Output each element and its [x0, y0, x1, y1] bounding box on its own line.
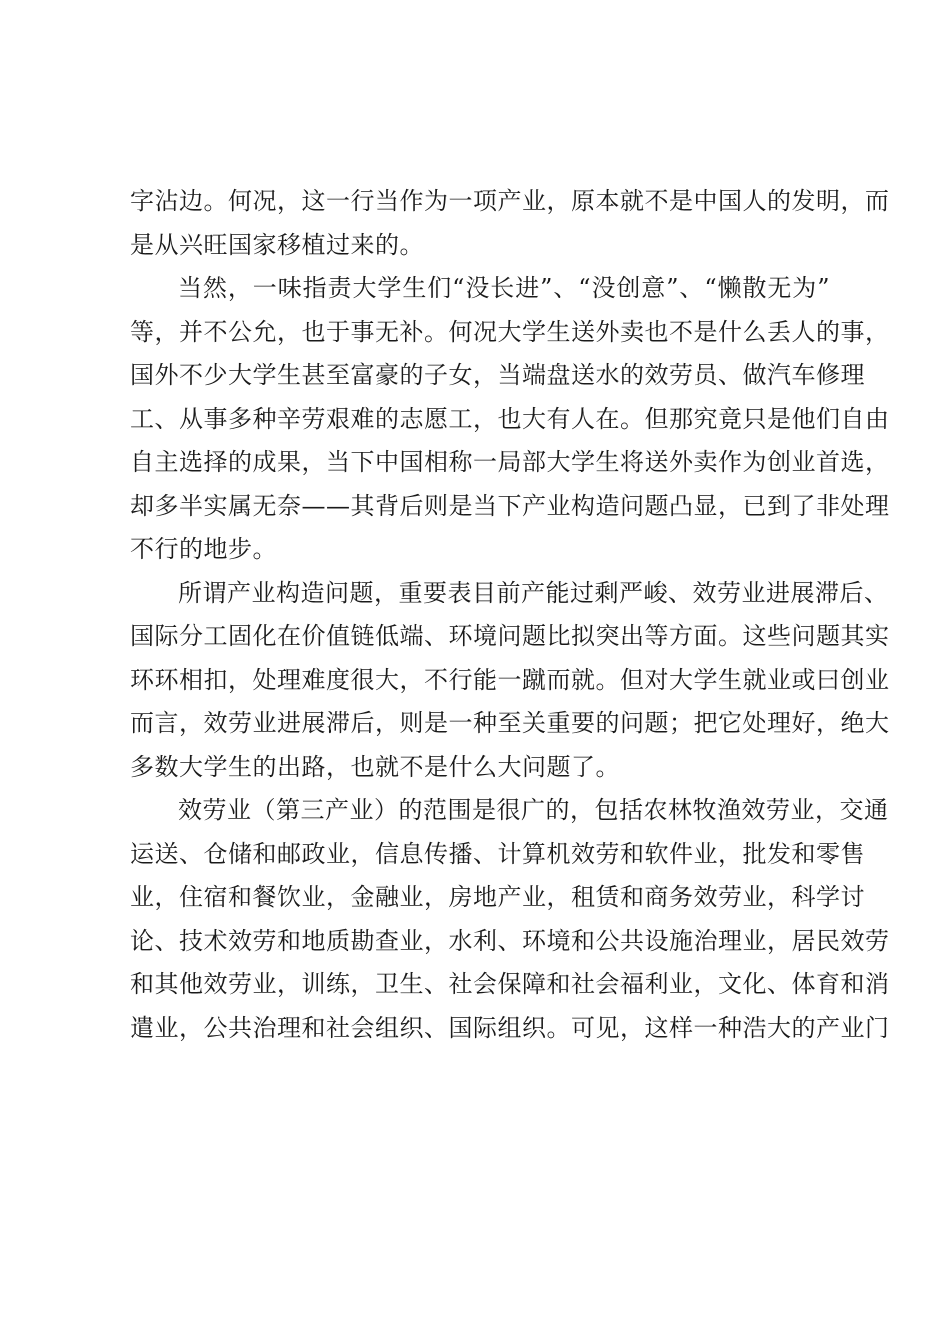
text-line: 而言，效劳业进展滞后，则是一种至关重要的问题；把它处理好，绝大 — [130, 709, 890, 737]
paragraph-start-line: 效劳业（第三产业）的范围是很广的，包括农林牧渔效劳业，交通 — [178, 796, 889, 824]
text-line: 自主选择的成果，当下中国相称一局部大学生将送外卖作为创业首选， — [130, 448, 890, 476]
text-line: 论、技术效劳和地质勘查业，水利、环境和公共设施治理业，居民效劳 — [130, 926, 890, 955]
text-line: 和其他效劳业，训练，卫生、社会保障和社会福利业，文化、体育和消 — [130, 970, 890, 998]
text-line: 是从兴旺国家移植过来的。 — [130, 230, 424, 259]
text-line: 遣业，公共治理和社会组织、国际组织。可见，这样一种浩大的产业门 — [130, 1013, 890, 1042]
text-line: 却多半实属无奈——其背后则是当下产业构造问题凸显，已到了非处理 — [130, 491, 890, 520]
text-line: 工、从事多种辛劳艰难的志愿工，也大有人在。但那究竟只是他们自由 — [130, 404, 890, 433]
body-text — [130, 180, 890, 1050]
text-line: 国外不少大学生甚至富豪的子女，当端盘送水的效劳员、做汽车修理 — [130, 361, 865, 389]
text-line: 业，住宿和餐饮业，金融业，房地产业，租赁和商务效劳业，科学讨 — [130, 883, 865, 911]
paragraph-start-line: 所谓产业构造问题，重要表目前产能过剩严峻、效劳业进展滞后、 — [178, 578, 889, 607]
text-line: 国际分工固化在价值链低端、环境问题比拟突出等方面。这些问题其实 — [130, 622, 890, 650]
text-line: 字沾边。何况，这一行当作为一项产业，原本就不是中国人的发明，而 — [130, 187, 890, 215]
text-line: 运送、仓储和邮政业，信息传播、计算机效劳和软件业，批发和零售 — [130, 839, 865, 868]
text-line: 等，并不公允，也于事无补。何况大学生送外卖也不是什么丢人的事， — [130, 317, 890, 346]
paragraph-start-line: 当然，一味指责大学生们“没长进”、“没创意”、“懒散无为” — [178, 274, 830, 302]
text-line: 多数大学生的出路，也就不是什么大问题了。 — [130, 752, 620, 781]
text-line: 环环相扣，处理难度很大，不行能一蹴而就。但对大学生就业或曰创业 — [130, 665, 890, 694]
text-line: 不行的地步。 — [130, 535, 277, 563]
